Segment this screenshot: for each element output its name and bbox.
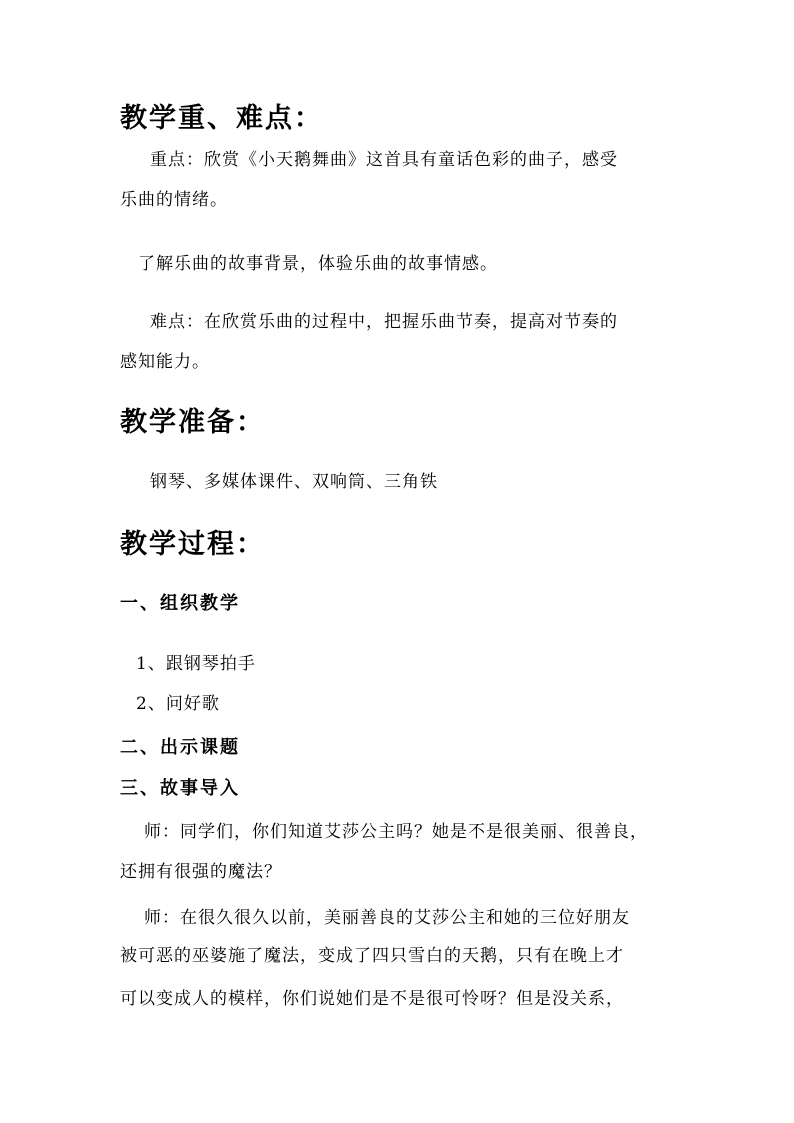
step-1-item-2: 2、问好歌 xyxy=(136,694,220,714)
focus-line-1: 重点：欣赏《小天鹅舞曲》这首具有童话色彩的曲子，感受 xyxy=(150,150,618,170)
process-heading: 教学过程： xyxy=(120,529,265,560)
preparation-heading: 教学准备： xyxy=(120,407,265,438)
preparation-items: 钢琴、多媒体课件、双响筒、三角铁 xyxy=(150,472,438,492)
step-3-title: 三、故事导入 xyxy=(120,778,240,799)
step-1-title: 一、组织教学 xyxy=(120,593,240,614)
difficulty-line-2: 感知能力。 xyxy=(120,352,210,372)
key-points-heading: 教学重、难点： xyxy=(120,103,323,134)
teacher-para-2-line-3: 可以变成人的模样，你们说她们是不是很可怜呀？但是没关系， xyxy=(120,989,624,1009)
teacher-para-2-line-1: 师：在很久很久以前，美丽善良的艾莎公主和她的三位好朋友 xyxy=(144,908,630,928)
step-2-title: 二、出示课题 xyxy=(120,737,240,758)
teacher-para-2-line-2: 被可恶的巫婆施了魔法，变成了四只雪白的天鹅，只有在晚上才 xyxy=(120,946,624,966)
teacher-para-1-line-1: 师：同学们，你们知道艾莎公主吗？她是不是很美丽、很善良， xyxy=(144,822,648,842)
step-1-item-1: 1、跟钢琴拍手 xyxy=(136,654,256,674)
focus-line-3: 了解乐曲的故事背景，体验乐曲的故事情感。 xyxy=(138,254,498,274)
difficulty-line-1: 难点：在欣赏乐曲的过程中，把握乐曲节奏，提高对节奏的 xyxy=(150,312,618,332)
focus-line-2: 乐曲的情绪。 xyxy=(120,190,228,210)
teacher-para-1-line-2: 还拥有很强的魔法？ xyxy=(120,862,282,882)
